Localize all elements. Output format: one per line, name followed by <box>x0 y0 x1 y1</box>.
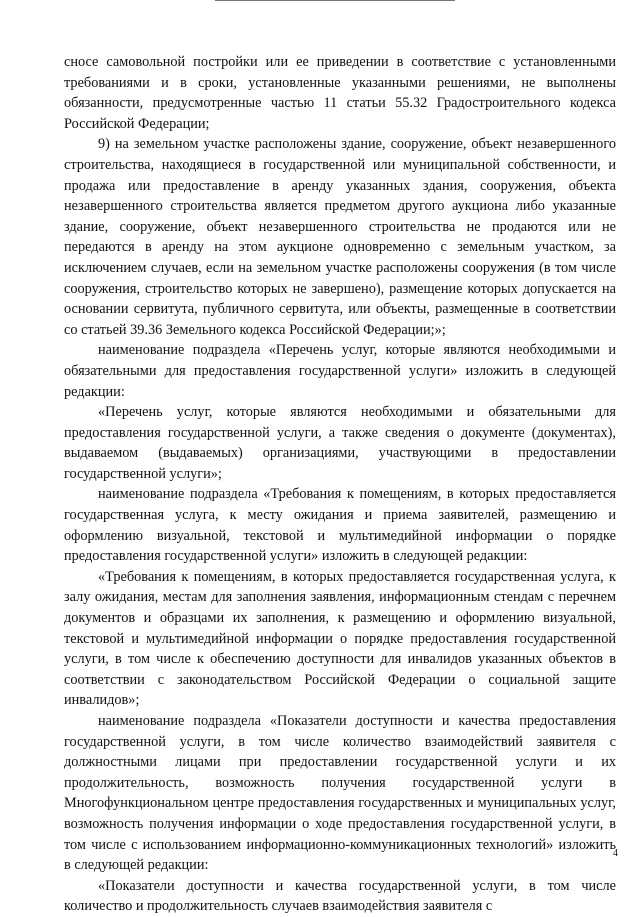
paragraph-4: «Перечень услуг, которые являются необходимыми и обязательными для предоставления государственной услуги, а также сведения о документе (документах), выдаваемом (выдаваемых) организациями, участвующими в предоставлении государственной услуги»; <box>64 404 616 482</box>
paragraph-1: сносе самовольной постройки или ее приведении в соответствие с установленными требованиями и в сроки, установленные указанными решениями, не выполнены обязанности, предусмотренные частью 11 статьи 55.32 Градостроительного кодекса Российской Федерации; <box>64 54 616 132</box>
paragraph-6: «Требования к помещениям, в которых предоставляется государственная услуга, к залу ожидания, местам для заполнения заявления, информационным стендам с перечнем документов и образцами их заполнения, к размещению и оформлению визуальной, текстовой и мультимедийной информации о порядке предоставления государственной услуги, в том числе к обеспечению доступности для инвалидов указанных объектов в соответствии с законодательством Российской Федерации о социальной защите инвалидов»; <box>64 568 616 709</box>
top-scan-line <box>215 0 455 1</box>
paragraph-5: наименование подраздела «Требования к помещениям, в которых предоставляется государственная услуга, к месту ожидания и приема заявителей, размещению и оформлению визуальной, текстовой и мультимедийной информации о порядке предоставления государственной услуги» изложить в следующей редакции: <box>64 486 616 565</box>
paragraph-7: наименование подраздела «Показатели доступности и качества предоставления государственной услуги, в том числе количество взаимодействий заявителя с должностными лицами при предоставлении государственной услуги и их продолжительность, возможность получения государственной услуги в Многофункциональном центре предоставления государственных и муниципальных услуг, возможность получения информации о ходе предоставления государственной услуги, в том числе с использованием информационно-коммуникационных технологий» изложить в следующей редакции: <box>64 713 616 874</box>
paragraph-3: наименование подраздела «Перечень услуг, которые являются необходимыми и обязательными для предоставления государственной услуги» изложить в следующей редакции: <box>64 342 616 400</box>
page-number: 4 <box>613 848 618 859</box>
paragraph-8: «Показатели доступности и качества государственной услуги, в том числе количество и продолжительность случаев взаимодействия заявителя с <box>64 877 616 915</box>
document-body <box>64 52 616 917</box>
paragraph-2: 9) на земельном участке расположены здание, сооружение, объект незавершенного строительства, находящиеся в государственной или муниципальной собственности, и продажа или предоставление в аренду указанных здания, сооружения, объекта незавершенного строительства является предметом другого аукциона либо указанные здание, сооружение, объект незавершенного строительства не продаются или не передаются в аренду на этом аукционе одновременно с земельным участком, за исключением случаев, если на земельном участке расположены сооружения (в том числе сооружения, строительство которых не завершено), размещение которых допускается на основании сервитута, публичного сервитута, или объекты, размещенные в соответствии со статьей 39.36 Земельного кодекса Российской Федерации;»; <box>64 136 616 338</box>
